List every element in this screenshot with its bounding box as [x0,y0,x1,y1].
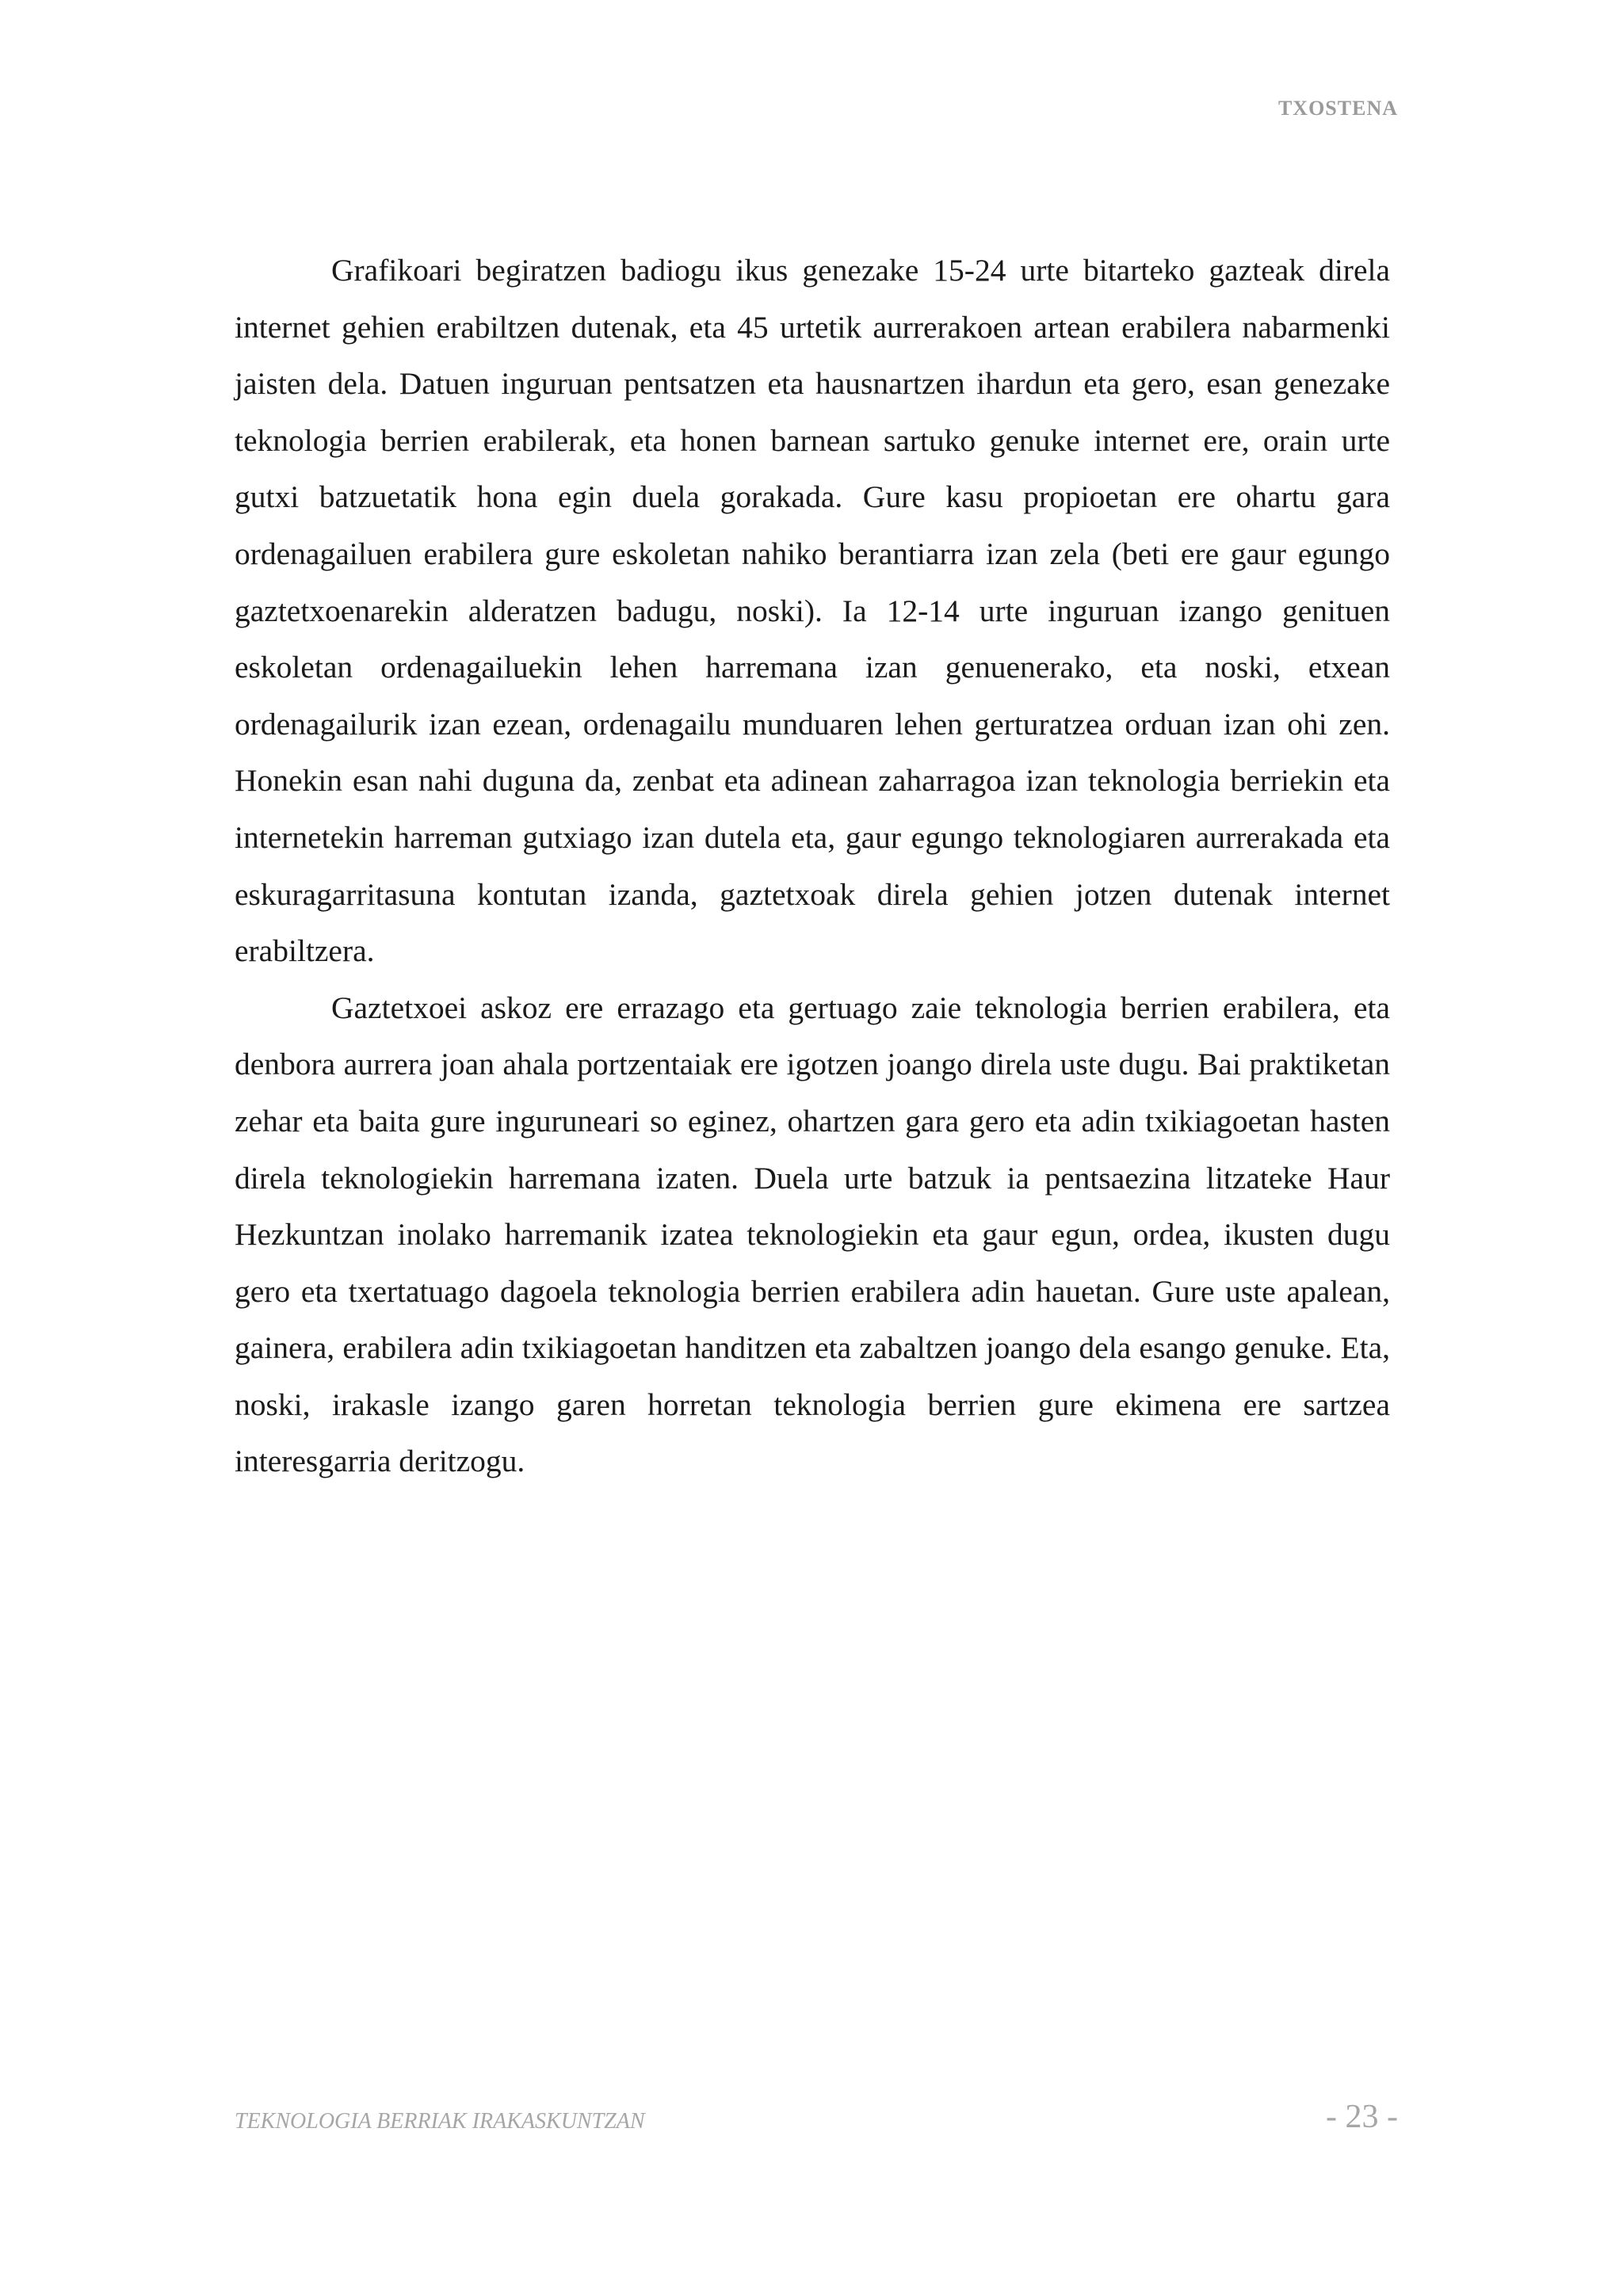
paragraph-2: Gaztetxoei askoz ere errazago eta gertuago zaie teknologia berrien erabilera, eta denbora aurrera joan ahala portzentaiak ere igotzen joango direla uste dugu. Bai praktiketan zehar eta baita gure inguruneari so eginez, ohartzen gara gero eta adin txikiagoetan hasten direla teknologiekin harremana izaten. Duela urte batzuk ia pentsaezina litzateke Haur Hezkuntzan inolako harremanik izatea teknologiekin eta gaur egun, ordea, ikusten dugu gero eta txertatuago dagoela teknologia berrien erabilera adin hauetan. Gure uste apalean, gainera, erabilera adin txikiagoetan handitzen eta zabaltzen joango dela esango genuke. Eta, noski, irakasle izango garen horretan teknologia berrien gure ekimena ere sartzea interesgarria deritzogu. [235,990,1390,1479]
page-number: - 23 - [1326,2099,1398,2135]
running-header: TXOSTENA [1277,97,1398,120]
paragraph-1: Grafikoari begiratzen badiogu ikus genezake 15-24 urte bitarteko gazteak direla internet gehien erabiltzen dutenak, eta 45 urtetik aurrerakoen artean erabilera nabarmenki jaisten dela. Datuen inguruan pentsatzen eta hausnartzen ihardun eta gero, esan genezake teknologia berrien erabilerak, eta honen barnean sartuko genuke internet ere, orain urte gutxi batzuetatik hona egin duela gorakada. Gure kasu propioetan ere ohartu gara ordenagailuen erabilera gure eskoletan nahiko berantiarra izan zela (beti ere gaur egungo gaztetxoenarekin alderatzen badugu, noski). Ia 12-14 urte inguruan izango genituen eskoletan ordenagailuekin lehen harremana izan genuenerako, eta noski, etxean ordenagailurik izan ezean, ordenagailu munduaren lehen gerturatzea orduan izan ohi zen. Honekin esan nahi duguna da, zenbat eta adinean zaharragoa izan teknologia berriekin eta internetekin harreman gutxiago izan dutela eta, gaur egungo teknologiaren aurrerakada eta eskuragarritasuna kontutan izanda, gaztetxoak direla gehien jotzen dutenak internet erabiltzera. [235,253,1390,969]
running-footer-title: TEKNOLOGIA BERRIAK IRAKASKUNTZAN [235,2109,645,2134]
document-body [235,242,1390,1490]
